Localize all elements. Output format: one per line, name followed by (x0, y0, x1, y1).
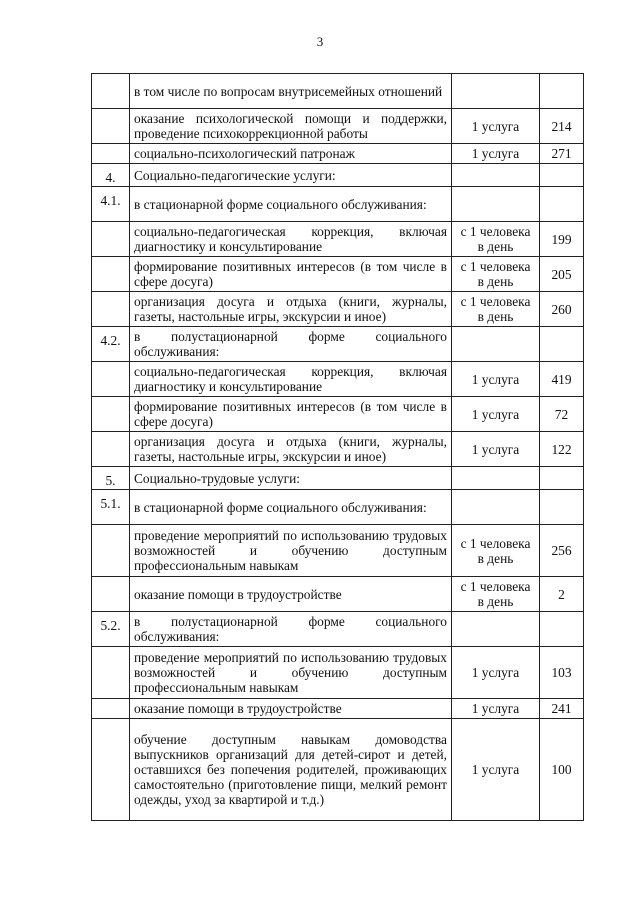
service-name: социально-психологический патронаж (130, 144, 452, 164)
unit-of-measure (452, 327, 540, 362)
service-name: оказание помощи в трудоустройстве (130, 699, 452, 719)
tariff-value (540, 327, 584, 362)
tariff-value: 103 (540, 647, 584, 699)
tariff-value (540, 490, 584, 525)
unit-of-measure: 1 услуга (452, 362, 540, 397)
unit-of-measure (452, 490, 540, 525)
unit-of-measure: 1 услуга (452, 144, 540, 164)
service-name: в полустационарной форме социального обслуживания: (130, 612, 452, 647)
row-number: 4.1. (92, 187, 130, 222)
tariff-value: 214 (540, 109, 584, 144)
unit-of-measure: 1 услуга (452, 699, 540, 719)
service-name: организация досуга и отдыха (книги, журналы, газеты, настольные игры, экскурсии и иное) (130, 292, 452, 327)
tariff-table (91, 73, 584, 821)
row-number (92, 144, 130, 164)
unit-of-measure (452, 164, 540, 187)
service-name: в стационарной форме социального обслуживания: (130, 490, 452, 525)
table-row (92, 222, 584, 257)
tariff-value: 271 (540, 144, 584, 164)
row-number (92, 222, 130, 257)
tariff-value: 205 (540, 257, 584, 292)
unit-of-measure: 1 услуга (452, 397, 540, 432)
unit-of-measure (452, 74, 540, 109)
tariff-value (540, 467, 584, 490)
table-row (92, 164, 584, 187)
table-row (92, 467, 584, 490)
service-name: оказание психологической помощи и поддержки, проведение психокоррекционной работы (130, 109, 452, 144)
tariff-value: 122 (540, 432, 584, 467)
table-row (92, 525, 584, 577)
table-row (92, 362, 584, 397)
service-name: проведение мероприятий по использованию трудовых возможностей и обучению доступным профессиональным навыкам (130, 647, 452, 699)
row-number (92, 257, 130, 292)
row-number (92, 719, 130, 821)
table-row (92, 719, 584, 821)
unit-of-measure: 1 услуга (452, 719, 540, 821)
service-name: формирование позитивных интересов (в том числе в сфере досуга) (130, 257, 452, 292)
table-row (92, 647, 584, 699)
row-number: 4.2. (92, 327, 130, 362)
table-row (92, 432, 584, 467)
row-number (92, 362, 130, 397)
unit-of-measure: с 1 человека в день (452, 525, 540, 577)
tariff-value: 72 (540, 397, 584, 432)
row-number (92, 432, 130, 467)
row-number (92, 74, 130, 109)
tariff-value (540, 187, 584, 222)
service-name: обучение доступным навыкам домоводства выпускников организаций для детей-сирот и детей, оставшихся без попечения родителей, проживающих самостоятельно (приготовление пищи, мелкий ремонт одежды, уход за квартирой и т.д.) (130, 719, 452, 821)
table-row (92, 257, 584, 292)
table-row (92, 699, 584, 719)
row-number (92, 397, 130, 432)
table-row (92, 397, 584, 432)
unit-of-measure: с 1 человека в день (452, 577, 540, 612)
unit-of-measure: 1 услуга (452, 109, 540, 144)
table-row (92, 577, 584, 612)
unit-of-measure: с 1 человека в день (452, 292, 540, 327)
unit-of-measure: с 1 человека в день (452, 257, 540, 292)
unit-of-measure: с 1 человека в день (452, 222, 540, 257)
tariff-value: 256 (540, 525, 584, 577)
service-name: оказание помощи в трудоустройстве (130, 577, 452, 612)
service-name: в том числе по вопросам внутрисемейных отношений (130, 74, 452, 109)
service-name: социально-педагогическая коррекция, включая диагностику и консультирование (130, 222, 452, 257)
service-name: в стационарной форме социального обслуживания: (130, 187, 452, 222)
row-number (92, 292, 130, 327)
tariff-value: 100 (540, 719, 584, 821)
tariff-value: 199 (540, 222, 584, 257)
table-row (92, 327, 584, 362)
table-row (92, 187, 584, 222)
row-number (92, 525, 130, 577)
tariff-value: 260 (540, 292, 584, 327)
unit-of-measure (452, 612, 540, 647)
row-number: 5.2. (92, 612, 130, 647)
row-number: 5. (92, 467, 130, 490)
tariff-value (540, 612, 584, 647)
row-number (92, 109, 130, 144)
tariff-value (540, 74, 584, 109)
service-name: формирование позитивных интересов (в том числе в сфере досуга) (130, 397, 452, 432)
unit-of-measure: 1 услуга (452, 432, 540, 467)
table-row (92, 144, 584, 164)
row-number (92, 699, 130, 719)
page-number: 3 (316, 34, 324, 49)
service-name: Социально-трудовые услуги: (130, 467, 452, 490)
unit-of-measure: 1 услуга (452, 647, 540, 699)
service-name: организация досуга и отдыха (книги, журналы, газеты, настольные игры, экскурсии и иное) (130, 432, 452, 467)
table-row (92, 490, 584, 525)
row-number (92, 577, 130, 612)
table-row (92, 74, 584, 109)
service-name: проведение мероприятий по использованию трудовых возможностей и обучению доступным профессиональным навыкам (130, 525, 452, 577)
tariff-value: 2 (540, 577, 584, 612)
table-row (92, 612, 584, 647)
unit-of-measure (452, 187, 540, 222)
table-row (92, 109, 584, 144)
row-number: 4. (92, 164, 130, 187)
row-number: 5.1. (92, 490, 130, 525)
tariff-value: 419 (540, 362, 584, 397)
service-name: Социально-педагогические услуги: (130, 164, 452, 187)
service-name: в полустационарной форме социального обслуживания: (130, 327, 452, 362)
unit-of-measure (452, 467, 540, 490)
tariff-value (540, 164, 584, 187)
table-row (92, 292, 584, 327)
service-name: социально-педагогическая коррекция, включая диагностику и консультирование (130, 362, 452, 397)
row-number (92, 647, 130, 699)
tariff-value: 241 (540, 699, 584, 719)
